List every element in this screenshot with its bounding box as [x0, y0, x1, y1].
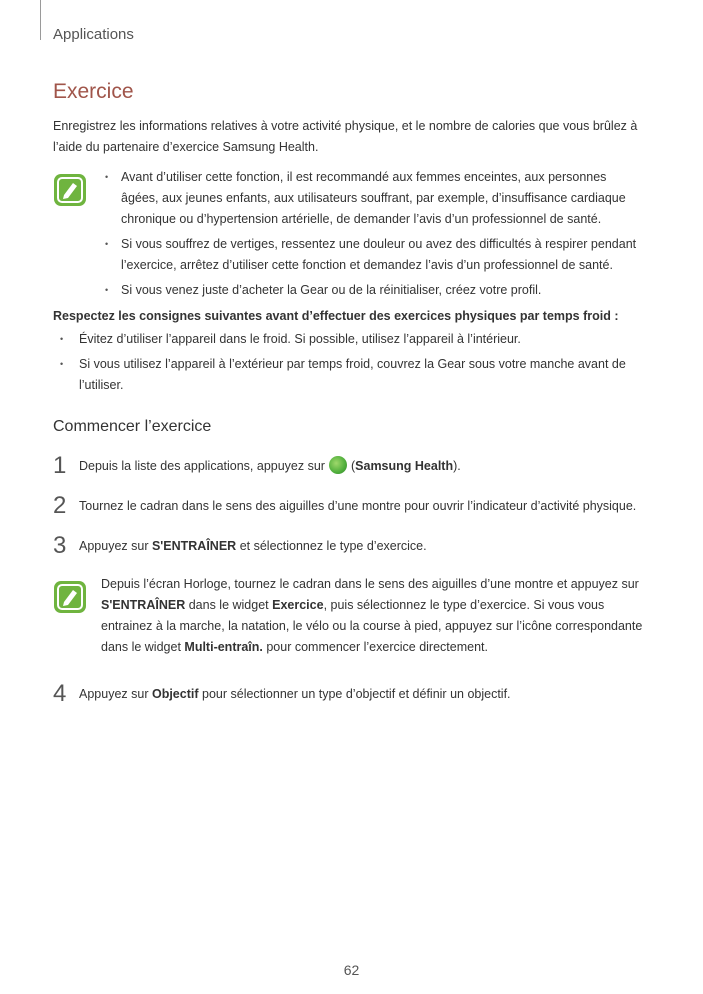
list-item: • Si vous venez juste d’acheter la Gear ou de la réinitialiser, créez votre profil.: [101, 280, 645, 301]
list-item: • Évitez d’utiliser l’appareil dans le froid. Si possible, utilisez l’appareil à l’intérieur.: [53, 329, 645, 350]
step-number: 1: [53, 452, 67, 479]
subsection-title: Commencer l’exercice: [53, 418, 212, 435]
note-bullet-list: [101, 167, 645, 301]
list-item: • Si vous utilisez l’appareil à l’extérieur par temps froid, couvrez la Gear sous votre manche avant de l’utiliser.: [53, 354, 645, 396]
list-item: • Si vous souffrez de vertiges, ressentez une douleur ou avez des difficultés à respirer pendant l’exercice, arrêtez d’utiliser cette fonction et demandez l’avis d’un professionnel de santé.: [101, 234, 645, 276]
step-text: Depuis la liste des applications, appuyez sur (Samsung Health).: [79, 454, 645, 477]
step-number: 4: [53, 680, 67, 707]
page-content: [53, 80, 645, 722]
cold-weather-heading: Respectez les consignes suivantes avant d’effectuer des exercices physiques par temps froid :: [53, 309, 619, 323]
note-icon: [53, 173, 87, 207]
note-block: [53, 167, 645, 305]
cold-weather-list: [53, 329, 645, 396]
step-text: Tournez le cadran dans le sens des aiguilles d’une montre pour ouvrir l’indicateur d’activité physique.: [79, 499, 637, 513]
samsung-health-icon: [329, 456, 347, 474]
step-2: [53, 494, 645, 518]
step-number: 3: [53, 532, 67, 559]
step-text: Appuyez sur Objectif pour sélectionner un type d’objectif et définir un objectif.: [79, 687, 511, 701]
section-title: Exercice: [53, 80, 134, 103]
note-icon: [53, 580, 87, 614]
step-4: [53, 682, 645, 706]
note-text: Depuis l’écran Horloge, tournez le cadran dans le sens des aiguilles d’une montre et appuyez sur S'ENTRAÎNER dans le widget Exercice, puis sélectionnez le type d’exercice. Si vous vous entrainez à la marche, la natation, le vélo ou la course à pied, appuyez sur l’icône correspondante dans le widget Multi-entraîn. pour commencer l’exercice directement.: [101, 577, 643, 654]
note-block: [53, 574, 645, 658]
list-item: • Avant d’utiliser cette fonction, il est recommandé aux femmes enceintes, aux personnes âgées, aux jeunes enfants, aux utilisateurs souffrant, par exemple, d’insuffisance cardiaque chronique ou d’hypertension artérielle, de demander l’avis d’un professionnel de santé.: [101, 167, 645, 230]
header-title: Applications: [53, 26, 134, 43]
page-number: 62: [343, 962, 360, 978]
step-number: 2: [53, 492, 67, 519]
step-1: [53, 454, 645, 478]
step-text: Appuyez sur S'ENTRAÎNER et sélectionnez le type d’exercice.: [79, 539, 427, 553]
section-intro: Enregistrez les informations relatives à votre activité physique, et le nombre de calories que vous brûlez à l’aide du partenaire d’exercice Samsung Health.: [53, 119, 638, 154]
step-3: [53, 534, 645, 558]
header-rule: [40, 0, 41, 40]
